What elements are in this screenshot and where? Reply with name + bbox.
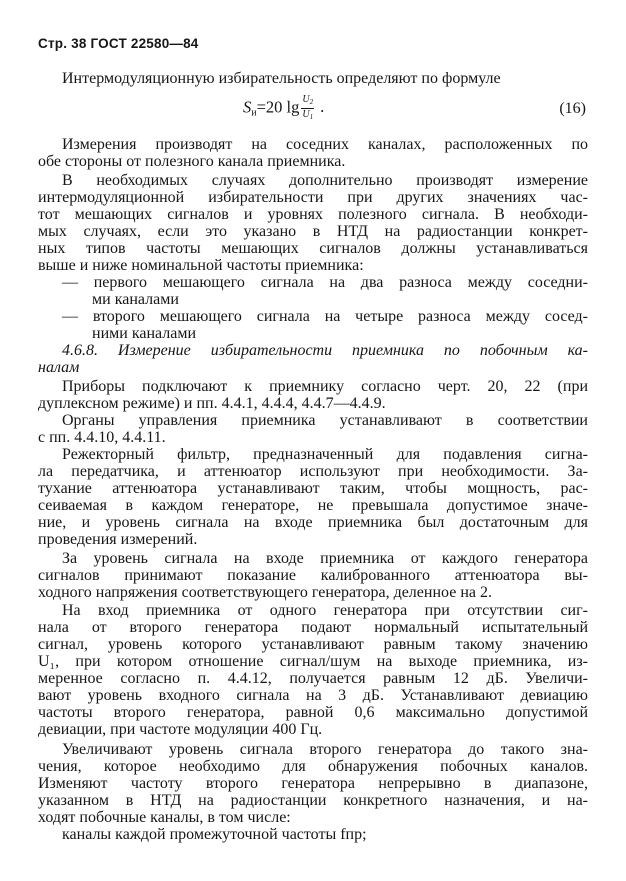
fraction-denominator: $U_1$	[302, 109, 314, 121]
paragraph	[38, 550, 588, 601]
text-line: обе стороны от полезного канала приемника.	[38, 153, 346, 170]
text-line: проведения измерений.	[38, 531, 198, 548]
text-line: чения, которое необходимо для обнаружения побочных каналов.	[38, 758, 588, 775]
formula-lhs-symbol: S	[243, 97, 252, 117]
paragraph	[38, 412, 588, 446]
text-line: девиации, при частоте модуляции 400 Гц.	[38, 721, 323, 738]
paragraph	[38, 342, 588, 376]
text-line: вают уровень входного сигнала на 3 дБ. Устанавливают девиацию	[38, 687, 588, 704]
paragraph	[38, 741, 588, 843]
text-line: Приборы подключают к приемнику согласно черт. 20, 22 (при	[62, 378, 588, 395]
formula-period: .	[320, 97, 325, 117]
text-line: ние, и уровень сигнала на входе приемника был достаточным для	[38, 514, 588, 531]
text-line: сигналов принимают показание калиброванного аттенюатора вы-	[38, 567, 588, 584]
text-line: тот мешающих сигналов и уровнях полезного сигнала. В необходи-	[38, 206, 588, 223]
text-line: интермодуляционной избирательности при других значениях час-	[38, 189, 588, 206]
text-line: ных типов частоты мешающих сигналов должны устанавливаться	[38, 240, 588, 257]
text-line: U₁, при котором отношение сигнал/шум на выходе приемника, из-	[38, 653, 588, 670]
formula-eq: =20 lg	[256, 97, 300, 117]
paragraph	[38, 446, 588, 548]
text-line: частоты второго генератора, равной 0,6 максимально допустимой	[38, 704, 588, 721]
text-line: Измерения производят на соседних каналах, расположенных по	[62, 136, 588, 153]
text-line: меренное согласно п. 4.4.12, получается равным 12 дБ. Увеличи-	[38, 670, 588, 687]
paragraph	[38, 172, 588, 342]
text-line: выше и ниже номинальной частоты приемника:	[38, 257, 364, 274]
text-line: сигнал, уровень которого устанавливают равным такому значению	[38, 636, 588, 653]
text-line: ми каналами	[92, 291, 179, 308]
text-line: Органы управления приемника устанавливают в соответствии	[62, 412, 588, 429]
text-line: тухание аттенюатора устанавливают таким, чтобы мощность, рас-	[38, 480, 588, 497]
text-line: нала от второго генератора подают нормальный испытательный	[38, 619, 588, 636]
text-line: каналы каждой промежуточной частоты fпр;	[62, 826, 367, 843]
text-line: мых случаях, если это указано в НТД на радиостанции конкрет-	[38, 223, 588, 240]
text-line: Увеличивают уровень сигнала второго генератора до такого зна-	[62, 741, 588, 758]
formula-16	[243, 94, 324, 123]
intro-sentence: Интермодуляционную избирательность определяют по формуле	[62, 70, 501, 87]
text-line: налам	[38, 359, 80, 376]
paragraph	[38, 378, 588, 412]
text-line: сеиваемая в каждом генераторе, не превышала допустимое значе-	[38, 497, 588, 514]
text-line: дуплексном режиме) и пп. 4.4.1, 4.4.4, 4.4.7—4.4.9.	[38, 395, 386, 412]
text-line: ходят побочные каналы, в том числе:	[38, 809, 291, 826]
paragraph	[38, 136, 588, 170]
text-line: ла передатчика, и аттенюатор используют при необходимости. За-	[38, 463, 588, 480]
text-line: Режекторный фильтр, предназначенный для подавления сигна-	[62, 446, 588, 463]
paragraph	[38, 602, 588, 738]
text-line: указанном в НТД на радиостанции конкретного назначения, и на-	[38, 792, 588, 809]
formula-number: (16)	[559, 100, 586, 117]
formula-lhs-sub: и	[251, 107, 257, 119]
text-line: ними каналами	[92, 325, 197, 342]
text-line: — первого мешающего сигнала на два разноса между соседни-	[62, 274, 588, 291]
fraction-numerator: $U_2$	[301, 94, 314, 109]
text-line: с пп. 4.4.10, 4.4.11.	[38, 429, 166, 446]
text-line: Изменяют частоту второго генератора непрерывно в диапазоне,	[38, 775, 588, 792]
text-line: За уровень сигнала на входе приемника от каждого генератора	[62, 550, 588, 567]
text-line: ходного напряжения соответствующего генератора, деленное на 2.	[38, 584, 492, 601]
page-header: Стр. 38 ГОСТ 22580—84	[38, 36, 199, 51]
text-line: — второго мешающего сигнала на четыре разноса между сосед-	[62, 308, 588, 325]
text-line: На вход приемника от одного генератора при отсутствии сиг-	[62, 602, 588, 619]
text-line: В необходимых случаях дополнительно производят измерение	[62, 172, 588, 189]
text-line: 4.6.8. Измерение избирательности приемника по побочным ка-	[62, 342, 588, 359]
formula-fraction	[301, 94, 314, 123]
